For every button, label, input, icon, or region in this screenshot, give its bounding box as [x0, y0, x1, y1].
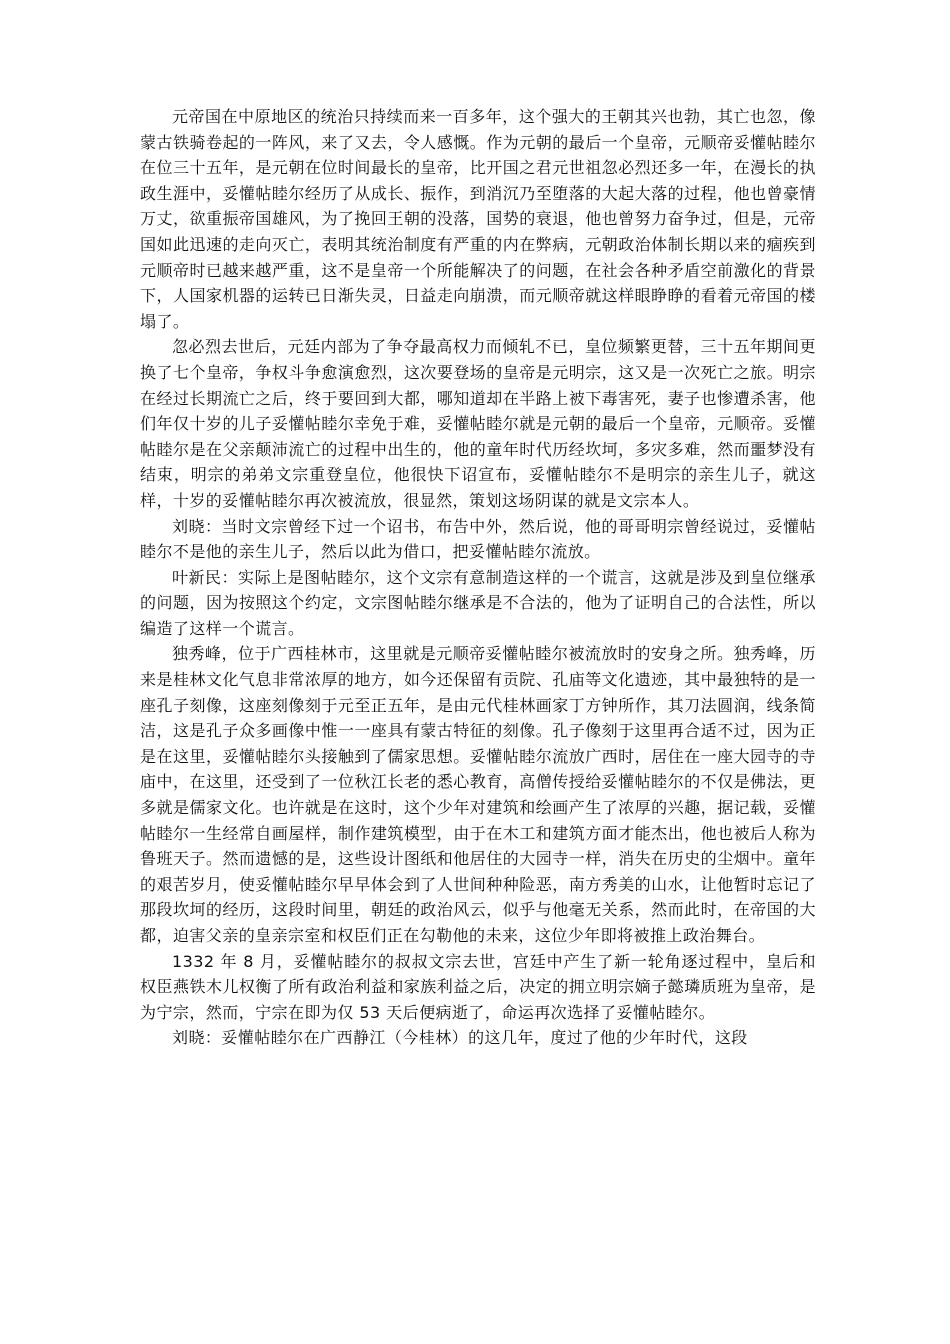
document-body — [140, 104, 816, 1051]
paragraph-kublai-succession: 忽必烈去世后，元廷内部为了争夺最高权力而倾轧不已，皇位频繁更替，三十五年期间更换了七个皇帝，争权斗争愈演愈烈，这次要登场的皇帝是元明宗，这又是一次死亡之旅。明宗在经过长期流亡之后，终于要回到大都，哪知道却在半路上被下毒害死，妻子也惨遭杀害，他们年仅十岁的儿子妥懽帖睦尔幸免于难，妥懽帖睦尔就是元朝的最后一个皇帝，元顺帝。妥懽帖睦尔是在父亲颠沛流亡的过程中出生的，他的童年时代历经坎坷，多灾多难，然而噩梦没有结束，明宗的弟弟文宗重登皇位，他很快下诏宣布，妥懽帖睦尔不是明宗的亲生儿子，就这样，十岁的妥懽帖睦尔再次被流放，很显然，策划这场阴谋的就是文宗本人。 — [140, 337, 816, 510]
paragraph-ye-xinmin-lie: 叶新民：实际上是图帖睦尔，这个文宗有意制造这样的一个谎言，这就是涉及到皇位继承的问题，因为按照这个约定，文宗图帖睦尔继承是不合法的，他为了证明自己的合法性，所以编造了这样一个谎言。 — [140, 567, 816, 638]
paragraph-1332-succession: 1332 年 8 月，妥懽帖睦尔的叔叔文宗去世，宫廷中产生了新一轮角逐过程中，皇后和权臣燕铁木儿权衡了所有政治利益和家族利益之后，决定的拥立明宗嫡子懿璘质班为皇帝，是为宁宗，然而，宁宗在即为仅 53 天后便病逝了，命运再次选择了妥懽帖睦尔。 — [140, 951, 816, 1022]
paragraph-duxiu-peak: 独秀峰，位于广西桂林市，这里就是元顺帝妥懽帖睦尔被流放时的安身之所。独秀峰，历来是桂林文化气息非常浓厚的地方，如今还保留有贡院、孔庙等文化遗迹，其中最独特的是一座孔子刻像，这座刻像刻于元至正五年，是由元代桂林画家丁方钟所作，其刀法圆润，线条简洁，这是孔子众多画像中惟一一座具有蒙古特征的刻像。孔子像刻于这里再合适不过，因为正是在这里，妥懽帖睦尔头接触到了儒家思想。妥懽帖睦尔流放广西时，居住在一座大园寺的寺庙中，在这里，还受到了一位秋江长老的悉心教育，高僧传授给妥懽帖睦尔的不仅是佛法，更多就是儒家文化。也许就是在这时，这个少年对建筑和绘画产生了浓厚的兴趣，据记载，妥懽帖睦尔一生经常自画屋样，制作建筑模型，由于在木工和建筑方面才能杰出，他也被后人称为鲁班天子。然而遗憾的是，这些设计图纸和他居住的大园寺一样，消失在历史的尘烟中。童年的艰苦岁月，使妥懽帖睦尔早早体会到了人世间种种险恶，南方秀美的山水，让他暂时忘记了那段坎坷的经历，这段时间里，朝廷的政治风云，似乎与他毫无关系，然而此时，在帝国的大都，迫害父亲的皇亲宗室和权臣们正在勾勒他的未来，这位少年即将被推上政治舞台。 — [140, 644, 816, 945]
paragraph-liu-xiao-edict: 刘晓：当时文宗曾经下过一个诏书，布告中外，然后说，他的哥哥明宗曾经说过，妥懽帖睦尔不是他的亲生儿子，然后以此为借口，把妥懽帖睦尔流放。 — [140, 516, 816, 562]
paragraph-yuan-empire-intro: 元帝国在中原地区的统治只持续而来一百多年，这个强大的王朝其兴也勃，其亡也忽，像蒙古铁骑卷起的一阵风，来了又去，令人感慨。作为元朝的最后一个皇帝，元顺帝妥懽帖睦尔在位三十五年，是元朝在位时间最长的皇帝，比开国之君元世祖忽必烈还多一年，在漫长的执政生涯中，妥懽帖睦尔经历了从成长、振作，到消沉乃至堕落的大起大落的过程，他也曾豪情万丈，欲重振帝国雄风，为了挽回王朝的没落，国势的衰退，他也曾努力奋争过，但是，元帝国如此迅速的走向灭亡，表明其统治制度有严重的内在弊病，元朝政治体制长期以来的痼疾到元顺帝时已越来越严重，这不是皇帝一个所能解决了的问题，在社会各种矛盾空前激化的背景下，人国家机器的运转已日渐失灵，日益走向崩溃，而元顺帝就这样眼睁睁的看着元帝国的楼塌了。 — [140, 107, 816, 331]
paragraph-liu-xiao-guangxi: 刘晓：妥懽帖睦尔在广西静江（今桂林）的这几年，度过了他的少年时代，这段 — [172, 1028, 748, 1048]
